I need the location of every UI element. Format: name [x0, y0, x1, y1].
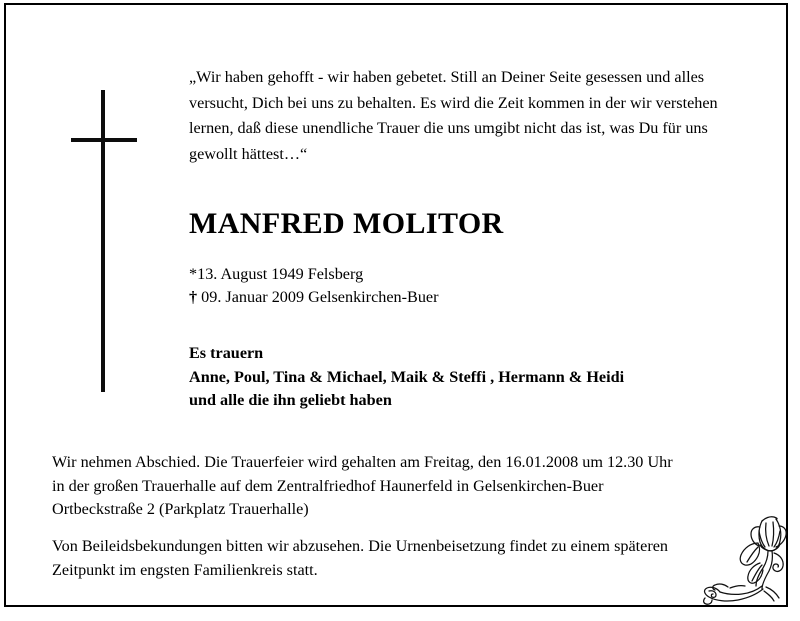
- death-details: 09. Januar 2009 Gelsenkirchen-Buer: [197, 288, 439, 306]
- funeral-line-3: Ortbeckstraße 2 (Parkplatz Trauerhalle): [52, 500, 309, 518]
- mourners-heading: Es trauern: [189, 344, 264, 362]
- funeral-line-2: in der großen Trauerhalle auf dem Zentralfriedhof Haunerfeld in Gelsenkirchen-Buer: [52, 476, 604, 495]
- closing-note: Von Beileidsbekundungen bitten wir abzusehen. Die Urnenbeisetzung findet zu einem späteren Zeitpunkt im engsten Familienkreis statt.: [52, 537, 668, 579]
- birth-line: *13. August 1949 Felsberg: [189, 265, 364, 283]
- dagger-icon: †: [189, 288, 198, 306]
- memorial-quote: „Wir haben gehofft - wir haben gebetet. Still an Deiner Seite gesessen und alles versucht, Dich bei uns zu behalten. Es wird die Zeit kommen in der wir verstehen lernen, daß diese unendliche Trauer die uns umgibt nicht das ist, was Du für uns gewollt hättest…“: [189, 68, 718, 163]
- cross-horizontal-bar: [71, 138, 137, 142]
- mourners-names: Anne, Poul, Tina & Michael, Maik & Steffi , Hermann & Heidi: [189, 367, 625, 386]
- mourners-closing: und alle die ihn geliebt haben: [189, 391, 392, 409]
- funeral-service-details: [52, 451, 752, 522]
- mourners-block: [189, 342, 624, 413]
- death-line: [189, 286, 438, 309]
- cross-vertical-bar: [101, 90, 105, 392]
- floral-corner-ornament-icon: [700, 505, 794, 605]
- christian-cross-icon: [68, 85, 142, 395]
- funeral-line-1: Wir nehmen Abschied. Die Trauerfeier wird gehalten am Freitag, den 16.01.2008 um 12.30 Uhr: [52, 453, 673, 471]
- deceased-name: MANFRED MOLITOR: [189, 207, 504, 240]
- notice-border-frame: [4, 3, 788, 607]
- life-dates: [189, 263, 438, 309]
